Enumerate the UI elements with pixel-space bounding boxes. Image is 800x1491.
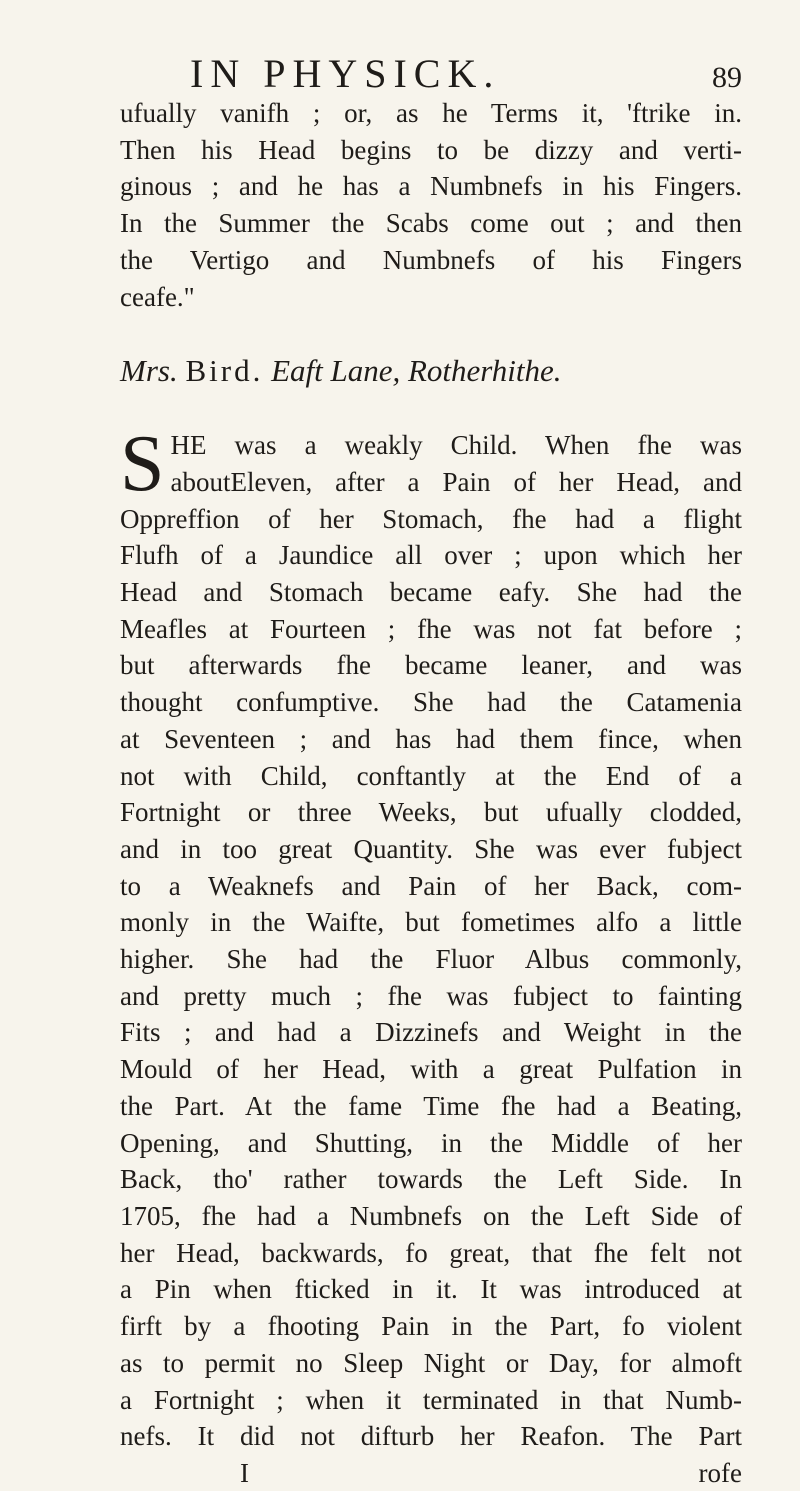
text-line: Flufh of a Jaundice all over ; upon which her: [120, 540, 742, 571]
page-footer: [120, 1455, 742, 1491]
running-head: [190, 50, 800, 98]
text-line: thought confumptive. She had the Catamenia: [120, 687, 742, 718]
text-line: Then his Head begins to be dizzy and verti-: [120, 134, 742, 165]
case-heading-place: Eaft Lane, Rotherhithe.: [271, 353, 562, 389]
text-line: as to permit no Sleep Night or Day, for almoft: [120, 1347, 742, 1378]
text-line: firft by a fhooting Pain in the Part, fo violent: [120, 1311, 742, 1342]
text-line: Opening, and Shutting, in the Middle of her: [120, 1127, 742, 1158]
text-line: nefs. It did not difturb her Reafon. The Part: [120, 1421, 742, 1452]
case-heading: [120, 351, 742, 391]
drop-cap: S: [120, 420, 165, 509]
body-text: [120, 95, 742, 1491]
text-line: Meafles at Fourteen ; fhe was not fat before ;: [120, 613, 742, 644]
text-line: but afterwards fhe became leaner, and was: [120, 650, 742, 681]
text-line: a Fortnight ; when it terminated in that Numb-: [120, 1384, 742, 1415]
text-line: Fits ; and had a Dizzinefs and Weight in the: [120, 1017, 742, 1048]
text-line: and in too great Quantity. She was ever fubject: [120, 833, 742, 864]
text-line: at Seventeen ; and has had them fince, when: [120, 723, 742, 754]
text-line: the Vertigo and Numbnefs of his Fingers: [120, 244, 742, 275]
text-line: ceafe.": [120, 281, 195, 312]
text-line: In the Summer the Scabs come out ; and then: [120, 208, 742, 239]
signature-mark: I: [240, 1457, 249, 1488]
text-line: HE was a weakly Child. When fhe was: [170, 430, 742, 461]
case-heading-title: Mrs.: [120, 353, 178, 389]
text-line: aboutEleven, after a Pain of her Head, and: [170, 466, 742, 497]
text-line: not with Child, conftantly at the End of a: [120, 760, 742, 791]
text-line: her Head, backwards, fo great, that fhe felt not: [120, 1237, 742, 1268]
text-line: higher. She had the Fluor Albus commonly,: [120, 944, 742, 975]
text-line: Mould of her Head, with a great Pulfation in: [120, 1054, 742, 1085]
text-line: 1705, fhe had a Numbnefs on the Left Side of: [120, 1200, 742, 1231]
text-line: ufually vanifh ; or, as he Terms it, 'ftrike in.: [120, 98, 742, 128]
text-line: ginous ; and he has a Numbnefs in his Fingers.: [120, 171, 742, 202]
text-line: Head and Stomach became eafy. She had the: [120, 577, 742, 608]
text-line: and pretty much ; fhe was fubject to fainting: [120, 980, 742, 1011]
catchword: rofe: [698, 1457, 742, 1488]
intro-paragraph: [120, 95, 742, 315]
text-line: the Part. At the fame Time fhe had a Beating,: [120, 1090, 742, 1121]
text-line: monly in the Waifte, but fometimes alfo a little: [120, 907, 742, 938]
case-heading-name: Bird.: [185, 353, 264, 389]
page-number: 89: [712, 61, 742, 94]
text-line: a Pin when fticked in it. It was introduced at: [120, 1274, 742, 1305]
case-paragraph: [120, 420, 742, 1455]
text-line: Back, tho' rather towards the Left Side. In: [120, 1164, 742, 1195]
text-line: Oppreffion of her Stomach, fhe had a flight: [120, 503, 742, 534]
text-line: to a Weaknefs and Pain of her Back, com-: [120, 870, 742, 901]
running-title: IN PHYSICK.: [190, 51, 501, 96]
text-line: Fortnight or three Weeks, but ufually clodded,: [120, 797, 742, 828]
